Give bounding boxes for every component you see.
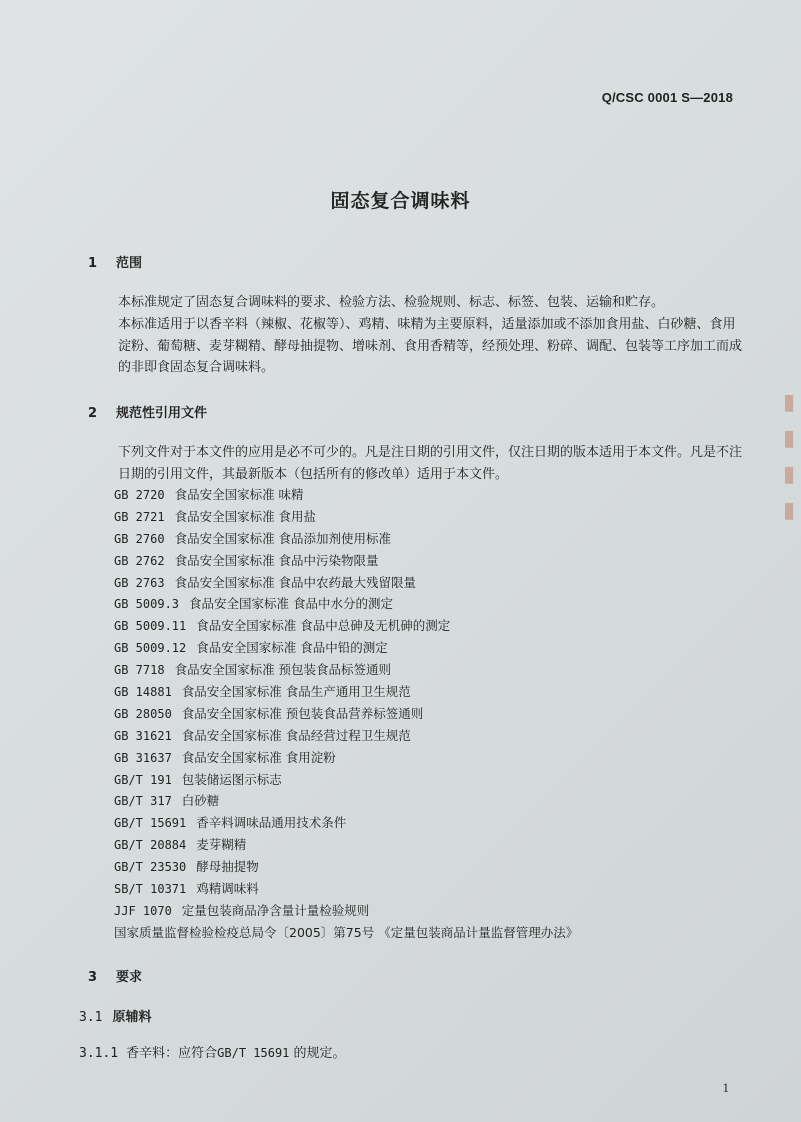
reference-code: GB 5009.3 <box>114 597 180 612</box>
subsection-title: 原辅料 <box>112 1010 152 1025</box>
reference-code: GB 28050 <box>114 706 172 721</box>
reference-title: 食品安全国家标准 食品中总砷及无机砷的测定 <box>196 618 451 634</box>
clause-text-a: 香辛料：应符合 <box>126 1046 218 1061</box>
section-title: 范围 <box>116 256 143 271</box>
section-title: 要求 <box>116 970 143 985</box>
reference-item <box>114 747 578 769</box>
reference-code: GB 2720 <box>114 488 165 502</box>
reference-title: 国家质量监督检验检疫总局令〔2005〕第75号 《定量包装商品计量监督管理办法》 <box>114 924 579 940</box>
reference-code: GB 2762 <box>114 553 165 568</box>
scope-paragraph-2 <box>88 314 748 379</box>
subsection-number: 3.1 <box>79 1010 103 1025</box>
reference-code: GB 5009.11 <box>114 619 187 634</box>
reference-item <box>114 550 578 572</box>
reference-code: GB/T 20884 <box>114 838 187 853</box>
reference-title: 食品安全国家标准 预包装食品标签通则 <box>174 662 392 678</box>
reference-title: 食品安全国家标准 味精 <box>174 487 304 502</box>
section-number: 1 <box>88 256 98 271</box>
reference-item <box>114 484 578 506</box>
reference-list <box>114 484 578 944</box>
reference-title: 食品安全国家标准 食品中水分的测定 <box>189 596 394 612</box>
reference-code: GB 2721 <box>114 509 165 524</box>
reference-item <box>114 834 578 856</box>
reference-title: 食品安全国家标准 食品中污染物限量 <box>174 552 379 568</box>
reference-item <box>114 703 578 725</box>
paragraph-text: 下列文件对于本文件的应用是必不可少的。凡是注日期的引用文件，仅注日期的版本适用于本文件。凡是不注日期的引用文件，其最新版本（包括所有的修改单）适用于本文件。 <box>118 445 743 482</box>
clause-code: GB/T 15691 <box>217 1046 290 1060</box>
section-3-heading <box>88 966 142 985</box>
reference-title: 食品安全国家标准 食品添加剂使用标准 <box>174 530 392 546</box>
section-number: 3 <box>88 970 98 985</box>
section-number: 2 <box>88 406 98 421</box>
section-2-heading <box>88 402 207 421</box>
reference-code: GB/T 191 <box>114 772 172 787</box>
reference-item <box>114 725 578 747</box>
reference-title: 包装储运图示标志 <box>181 771 282 787</box>
reference-code: SB/T 10371 <box>114 882 187 897</box>
document-title: 固态复合调味料 <box>330 190 471 212</box>
reference-title: 食品安全国家标准 食用淀粉 <box>181 749 336 765</box>
section-1-heading <box>88 252 142 271</box>
reference-item <box>114 572 578 594</box>
reference-code: GB 2763 <box>114 575 165 590</box>
paragraph-text: 本标准规定了固态复合调味料的要求、检验方法、检验规则、标志、标签、包装、运输和贮存。 <box>118 295 665 310</box>
reference-code: GB/T 15691 <box>114 816 187 831</box>
reference-title: 定量包装商品净含量计量检验规则 <box>181 902 370 918</box>
reference-code: GB 14881 <box>114 685 172 700</box>
reference-item <box>114 593 578 615</box>
reference-item <box>114 922 578 944</box>
reference-item <box>114 615 578 637</box>
reference-item <box>114 769 578 791</box>
reference-item <box>114 900 578 922</box>
reference-title: 酵母抽提物 <box>196 859 259 875</box>
scope-paragraph-1 <box>88 292 748 314</box>
reference-item <box>114 528 578 550</box>
reference-item <box>114 681 578 703</box>
reference-item <box>114 659 578 681</box>
reference-code: GB 2760 <box>114 531 165 546</box>
reference-item <box>114 506 578 528</box>
reference-item <box>114 856 578 878</box>
refs-intro-paragraph <box>88 442 748 485</box>
reference-item <box>114 790 578 812</box>
clause-3-1-1 <box>79 1042 346 1061</box>
clause-number: 3.1.1 <box>79 1046 119 1061</box>
reference-code: GB/T 317 <box>114 794 172 809</box>
reference-code: GB 5009.12 <box>114 641 187 656</box>
clause-text-b: 的规定。 <box>293 1046 346 1061</box>
reference-code: GB/T 23530 <box>114 860 187 875</box>
reference-title: 麦芽糊精 <box>196 837 247 853</box>
reference-title: 食品安全国家标准 食品经营过程卫生规范 <box>181 727 411 743</box>
reference-code: GB 31637 <box>114 750 172 765</box>
reference-title: 鸡精调味料 <box>196 881 259 897</box>
reference-code: GB 7718 <box>114 663 165 678</box>
page-edge-bleed: ▮ ▮ ▮ ▮ <box>783 390 796 523</box>
reference-code: GB 31621 <box>114 728 172 743</box>
reference-item <box>114 878 578 900</box>
reference-item <box>114 812 578 834</box>
reference-code: JJF 1070 <box>114 903 172 918</box>
paragraph-text: 本标准适用于以香辛料（辣椒、花椒等）、鸡精、味精为主要原料，适量添加或不添加食用盐、白砂糖、食用淀粉、葡萄糖、麦芽糊精、酵母抽提物、增味剂、食用香精等，经预处理、粉碎、调配、包装等工序加工而成的非即食固态复合调味料。 <box>118 317 743 375</box>
reference-title: 食品安全国家标准 食品中铅的测定 <box>196 640 388 656</box>
reference-item <box>114 637 578 659</box>
reference-title: 食品安全国家标准 食品中农药最大残留限量 <box>174 574 417 590</box>
standard-code: Q/CSC 0001 S—2018 <box>601 90 733 105</box>
reference-title: 食品安全国家标准 食品生产通用卫生规范 <box>181 684 411 700</box>
section-title: 规范性引用文件 <box>116 406 208 421</box>
reference-title: 香辛料调味品通用技术条件 <box>196 815 347 831</box>
subsection-3-1-heading <box>79 1006 152 1025</box>
page-number: 1 <box>722 1080 729 1095</box>
reference-title: 白砂糖 <box>181 793 220 809</box>
reference-title: 食品安全国家标准 预包装食品营养标签通则 <box>181 705 424 721</box>
reference-title: 食品安全国家标准 食用盐 <box>174 508 317 524</box>
